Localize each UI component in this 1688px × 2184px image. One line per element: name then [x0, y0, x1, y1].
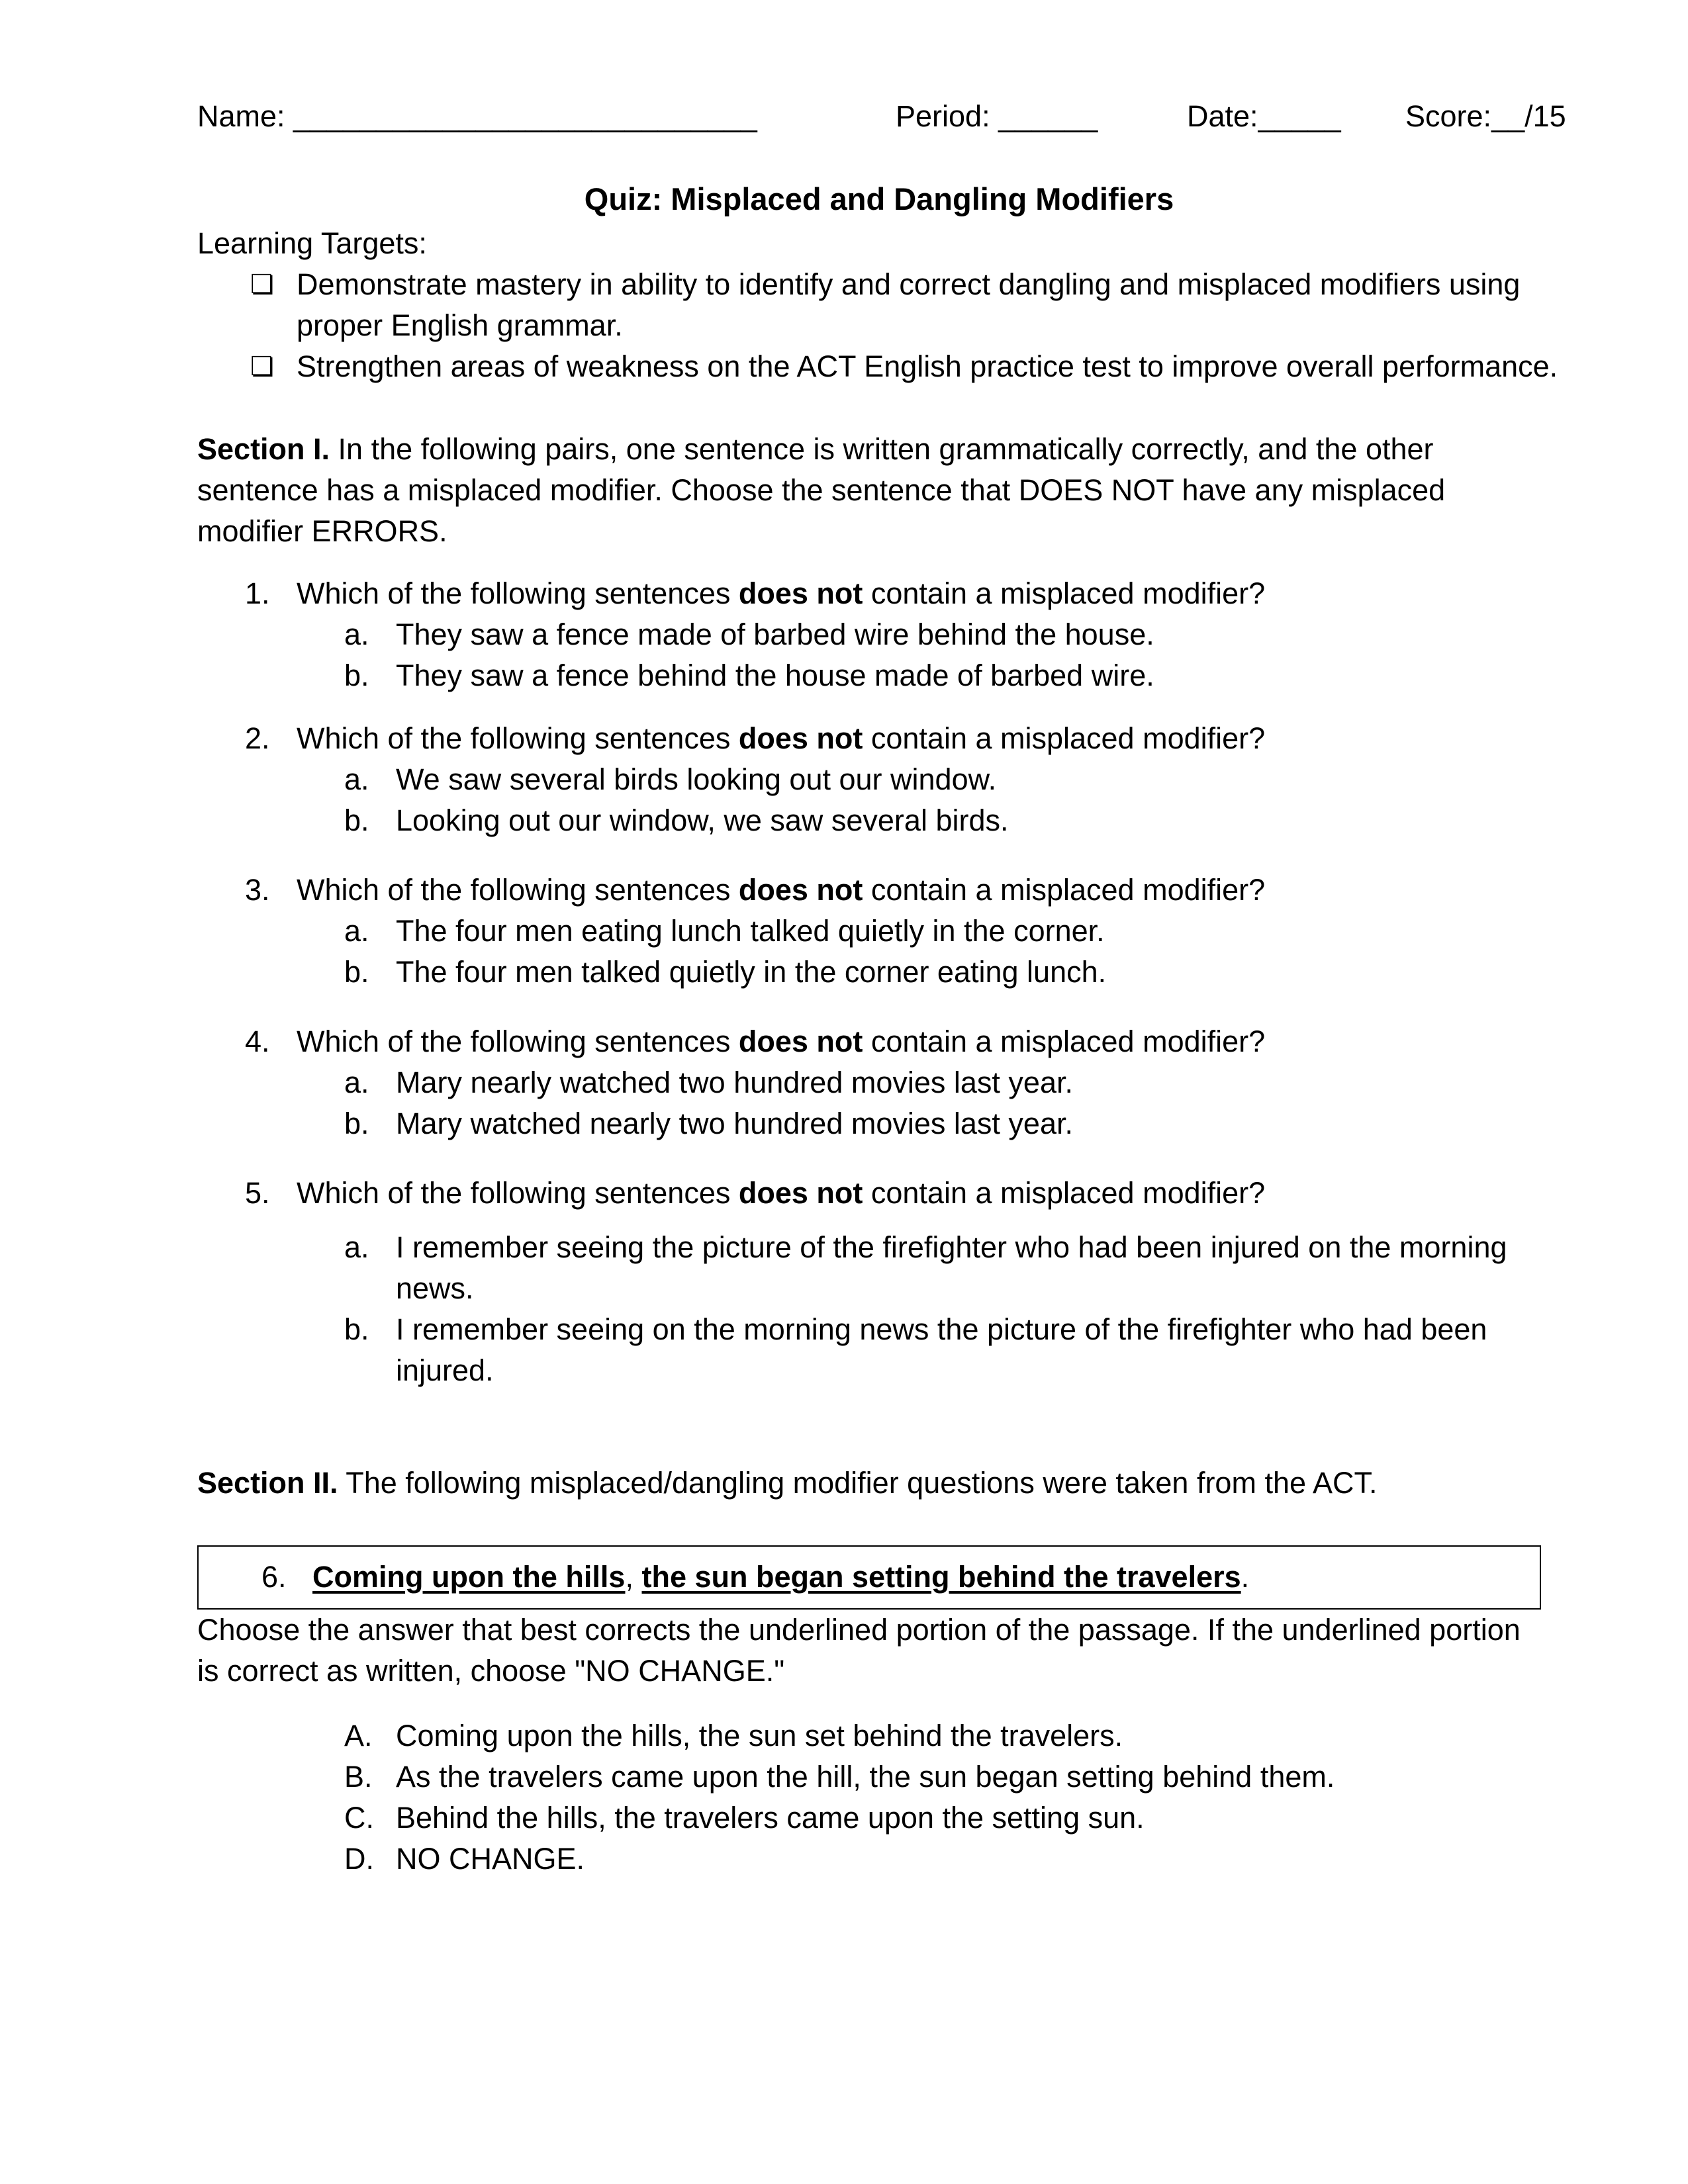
option-text: Behind the hills, the travelers came upon the setting sun.	[396, 1801, 1145, 1835]
learning-target-item	[197, 264, 1587, 346]
score-field	[1405, 96, 1566, 137]
name-line: ____________________________	[293, 99, 757, 133]
score-label: Score:	[1405, 99, 1492, 133]
option-letter: a.	[344, 1066, 369, 1099]
question-6-instructions: Choose the answer that best corrects the underlined portion of the passage. If the underlined portion is correct as written, choose "NO CHANGE."	[197, 1613, 1521, 1688]
option-a[interactable]	[197, 1062, 1521, 1103]
option-text: Mary watched nearly two hundred movies last year.	[396, 1107, 1073, 1140]
learning-target-text: Strengthen areas of weakness on the ACT English practice test to improve overall performance.	[297, 349, 1558, 383]
section-2-intro	[197, 1463, 1521, 1504]
stem-text: contain a misplaced modifier?	[863, 873, 1266, 907]
option-letter: D.	[344, 1842, 374, 1876]
underlined-portion: Coming upon the hills	[312, 1560, 626, 1594]
stem-text: contain a misplaced modifier?	[863, 576, 1266, 610]
name-field[interactable]	[197, 96, 757, 137]
question-number: 3.	[245, 873, 270, 907]
choice-a[interactable]	[197, 1715, 1521, 1756]
option-text: As the travelers came upon the hill, the sun began setting behind them.	[396, 1760, 1335, 1794]
period-label: Period:	[896, 99, 999, 133]
learning-targets-label: Learning Targets:	[197, 226, 427, 260]
learning-target-item	[197, 346, 1587, 387]
option-b[interactable]	[197, 800, 1521, 841]
question-4	[197, 1021, 1521, 1144]
option-a[interactable]	[197, 614, 1521, 655]
stem-emphasis: does not	[738, 721, 863, 755]
section-2-label: Section II.	[197, 1466, 338, 1500]
date-label: Date:	[1187, 99, 1258, 133]
stem-text: contain a misplaced modifier?	[863, 1176, 1266, 1210]
period-field[interactable]	[896, 96, 1098, 137]
option-text: The four men talked quietly in the corner eating lunch.	[396, 955, 1107, 989]
option-letter: b.	[344, 1312, 369, 1346]
option-a[interactable]	[197, 911, 1521, 952]
question-6-passage	[312, 1557, 1249, 1598]
choice-b[interactable]	[197, 1756, 1521, 1797]
learning-target-text: Demonstrate mastery in ability to identify and correct dangling and misplaced modifiers using proper English grammar.	[297, 267, 1521, 342]
option-letter: a.	[344, 914, 369, 948]
learning-targets-list	[197, 264, 1587, 387]
option-text: They saw a fence made of barbed wire behind the house.	[396, 617, 1154, 651]
option-text: We saw several birds looking out our window.	[396, 762, 997, 796]
option-letter: b.	[344, 659, 369, 692]
stem-text: Which of the following sentences	[297, 1176, 739, 1210]
period-line: ______	[998, 99, 1098, 133]
option-b[interactable]	[197, 1309, 1521, 1391]
stem-emphasis: does not	[738, 576, 863, 610]
question-2	[197, 718, 1521, 841]
question-1	[197, 573, 1521, 696]
question-number: 4.	[245, 1024, 270, 1058]
stem-text: Which of the following sentences	[297, 1024, 739, 1058]
option-a[interactable]	[197, 1227, 1521, 1309]
option-letter: a.	[344, 617, 369, 651]
header-row	[197, 96, 1587, 137]
question-stem	[197, 1173, 1521, 1214]
option-text: I remember seeing on the morning news the picture of the firefighter who had been injured.	[396, 1312, 1487, 1387]
option-letter: b.	[344, 803, 369, 837]
option-letter: B.	[344, 1760, 373, 1794]
date-line: _____	[1258, 99, 1341, 133]
choice-c[interactable]	[197, 1797, 1521, 1839]
question-number: 5.	[245, 1176, 270, 1210]
question-number: 2.	[245, 721, 270, 755]
section-1-label: Section I.	[197, 432, 330, 466]
stem-text: contain a misplaced modifier?	[863, 721, 1266, 755]
option-text: Mary nearly watched two hundred movies last year.	[396, 1066, 1073, 1099]
question-stem	[197, 1021, 1521, 1062]
underlined-portion: the sun began setting behind the travelers	[641, 1560, 1241, 1594]
page-title: Quiz: Misplaced and Dangling Modifiers	[584, 181, 1174, 216]
passage-separator: ,	[625, 1560, 642, 1594]
option-a[interactable]	[197, 759, 1521, 800]
option-letter: a.	[344, 762, 369, 796]
score-line: __	[1491, 99, 1525, 133]
option-text: They saw a fence behind the house made of barbed wire.	[396, 659, 1154, 692]
option-letter: b.	[344, 955, 369, 989]
question-number: 6.	[261, 1560, 287, 1594]
stem-emphasis: does not	[738, 1176, 863, 1210]
section-1-intro	[197, 429, 1515, 552]
option-text: NO CHANGE.	[396, 1842, 585, 1876]
name-label: Name:	[197, 99, 294, 133]
question-stem	[197, 718, 1521, 759]
option-b[interactable]	[197, 1103, 1521, 1144]
section-1-text: In the following pairs, one sentence is written grammatically correctly, and the other sentence has a misplaced modifier. Choose the sentence that DOES NOT have any misplaced modifier ERRORS.	[197, 432, 1446, 548]
option-letter: C.	[344, 1801, 374, 1835]
checkbox-icon[interactable]: ❏	[250, 270, 274, 299]
option-text: Looking out our window, we saw several birds.	[396, 803, 1009, 837]
passage-end: .	[1241, 1560, 1250, 1594]
score-total: /15	[1524, 99, 1566, 133]
stem-text: Which of the following sentences	[297, 576, 739, 610]
question-stem	[197, 870, 1521, 911]
option-letter: A.	[344, 1719, 373, 1752]
question-5	[197, 1173, 1521, 1391]
option-b[interactable]	[197, 655, 1521, 696]
option-text: I remember seeing the picture of the firefighter who had been injured on the morning news.	[396, 1230, 1507, 1305]
option-letter: b.	[344, 1107, 369, 1140]
question-6-choices	[197, 1715, 1521, 1880]
question-6-passage-box	[197, 1545, 1541, 1610]
stem-emphasis: does not	[738, 873, 863, 907]
question-3	[197, 870, 1521, 993]
section-2-text: The following misplaced/dangling modifier questions were taken from the ACT.	[338, 1466, 1378, 1500]
stem-text: contain a misplaced modifier?	[863, 1024, 1266, 1058]
stem-emphasis: does not	[738, 1024, 863, 1058]
choice-d[interactable]	[197, 1839, 1521, 1880]
option-b[interactable]	[197, 952, 1521, 993]
option-letter: a.	[344, 1230, 369, 1264]
stem-text: Which of the following sentences	[297, 721, 739, 755]
question-number: 1.	[245, 576, 270, 610]
stem-text: Which of the following sentences	[297, 873, 739, 907]
checkbox-icon[interactable]: ❏	[250, 352, 274, 381]
option-text: The four men eating lunch talked quietly in the corner.	[396, 914, 1105, 948]
question-stem	[197, 573, 1521, 614]
date-field[interactable]	[1187, 96, 1341, 137]
option-text: Coming upon the hills, the sun set behind the travelers.	[396, 1719, 1123, 1752]
